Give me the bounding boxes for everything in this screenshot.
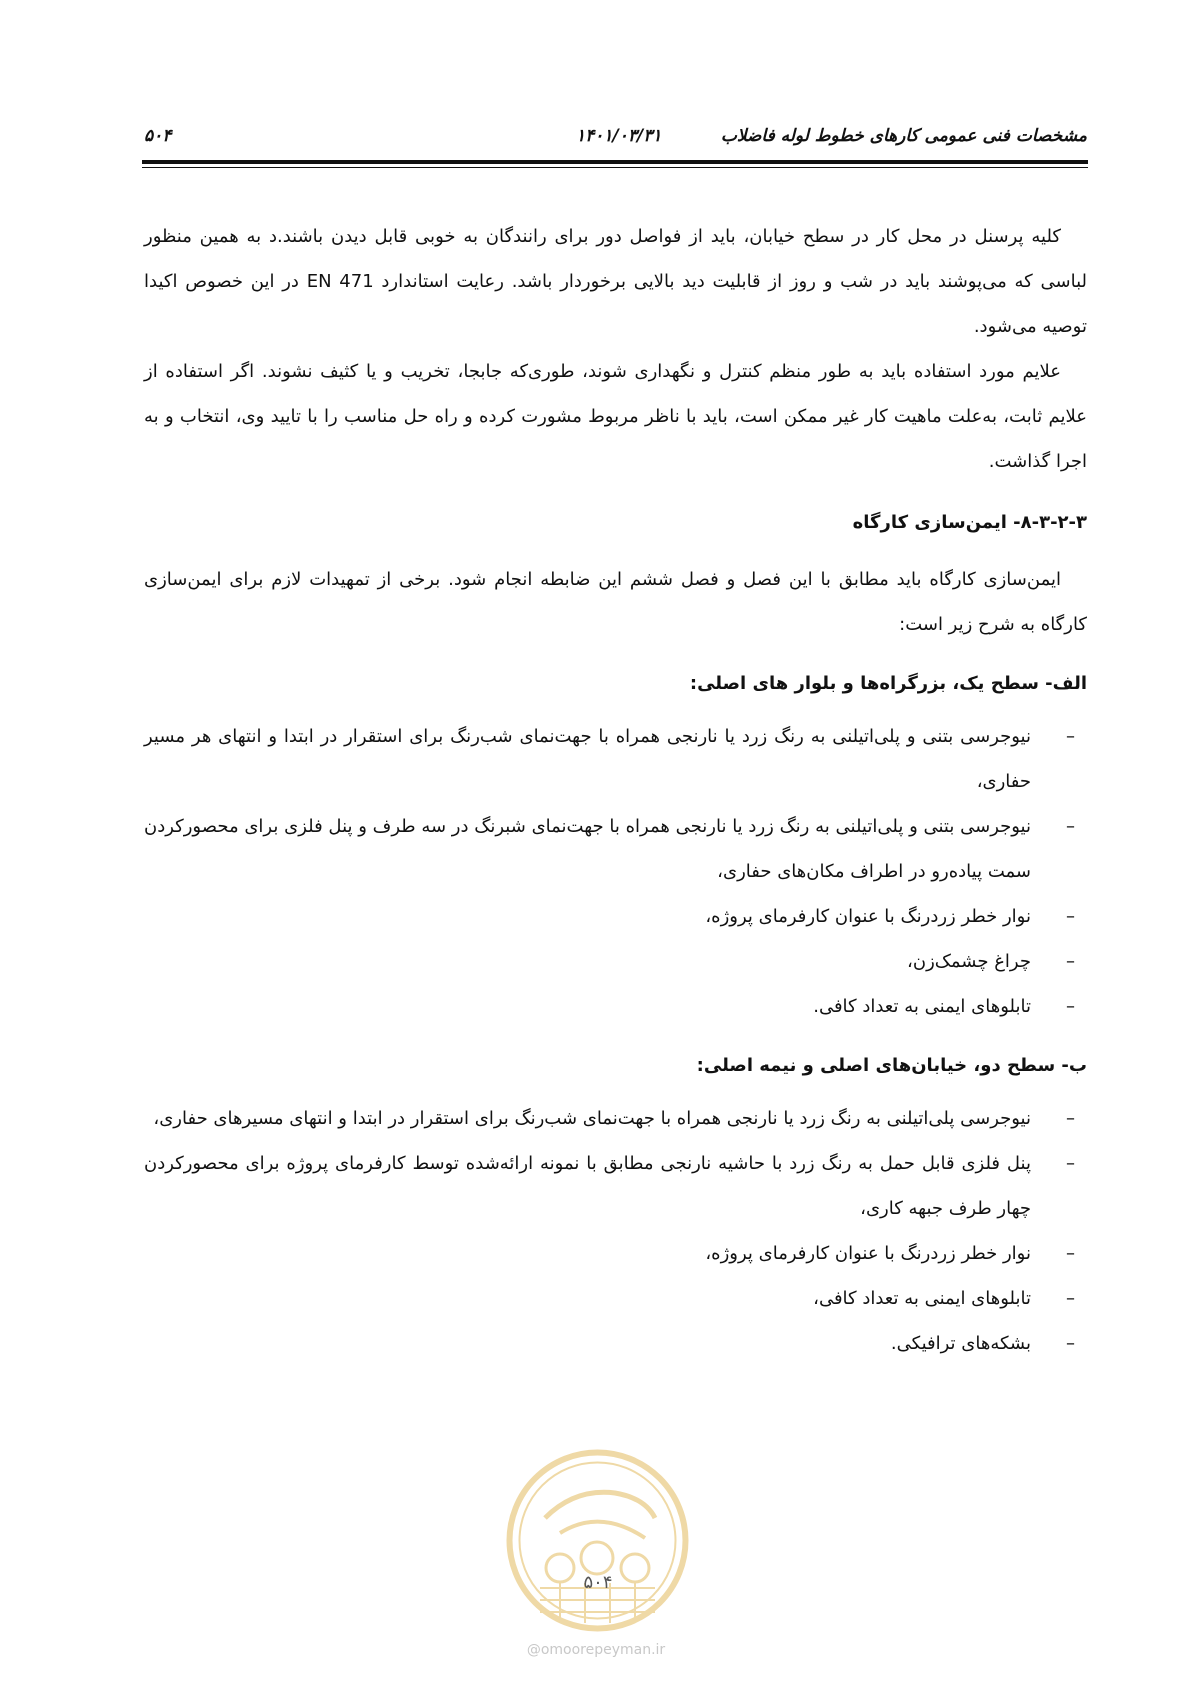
list-item-text: نوار خطر زردرنگ با عنوان کارفرمای پروژه، [705,1243,1031,1264]
list-item [144,939,1087,984]
dash-bullet: – [1066,726,1075,747]
paragraph-signs-maintenance: علایم مورد استفاده باید به طور منظم کنترل و نگهداری شوند، طوری‌که جابجا، تخریب و یا کثیف نشوند. اگر استفاده از علایم ثابت، به‌علت ماهیت کار غیر ممکن است، باید با ناظر مربوط مشورت کرده و راه حل مناسب را با تایید وی، انتخاب و به اجرا گذاشت. [144,361,1087,472]
list-item-text: پنل فلزی قابل حمل به رنگ زرد با حاشیه نارنجی مطابق با نمونه ارائه‌شده توسط کارفرمای پروژه برای محصورکردن چهار طرف جبهه کاری، [144,1153,1031,1219]
level-b-list [144,1096,1087,1366]
level-a-title: الف- سطح یک، بزرگراه‌ها و بلوار های اصلی: [689,673,1087,694]
section-heading: ۸-۳-۲-۳- ایمن‌سازی کارگاه [852,512,1087,533]
dash-bullet: – [1066,1108,1075,1129]
watermark-url: @omoorepeyman.ir [526,1642,666,1658]
list-item [144,1141,1087,1231]
dash-bullet: – [1066,1333,1075,1354]
header-page-number: ۵۰۴ [144,126,172,146]
page-header [144,126,1087,152]
dash-bullet: – [1066,996,1075,1017]
dash-bullet: – [1066,1153,1075,1174]
level-a-list [144,714,1087,1029]
dash-bullet: – [1066,951,1075,972]
header-title: مشخصات فنی عمومی کارهای خطوط لوله فاضلاب [720,126,1087,146]
header-rule-thick [142,160,1088,164]
list-item [144,1231,1087,1276]
footer-page-number: ۵۰۴ [583,1572,613,1593]
list-item-text: نیوجرسی بتنی و پلی‌اتیلنی به رنگ زرد یا نارنجی همراه با جهت‌نمای شب‌رنگ برای استقرار در ابتدا و انتهای هر مسیر حفاری، [144,726,1031,792]
publisher-seal-icon [505,1448,690,1633]
list-item [144,1321,1087,1366]
list-item [144,1276,1087,1321]
list-item-text: بشکه‌های ترافیکی. [890,1333,1031,1354]
paragraph-personnel-visibility: کلیه پرسنل در محل کار در سطح خیابان، باید از فواصل دور برای رانندگان به خوبی قابل دیدن باشند.د به همین منظور لباسی که می‌پوشند باید در شب و روز از قابلیت دید بالایی برخوردار باشد. رعایت استاندارد EN 471 در این خصوص اکیدا توصیه می‌شود. [144,226,1087,337]
list-item [144,804,1087,894]
list-item [144,714,1087,804]
section-intro: ایمن‌سازی کارگاه باید مطابق با این فصل و فصل ششم این ضابطه انجام شود. برخی از تمهیدات لازم برای ایمن‌سازی کارگاه به شرح زیر است: [144,569,1087,635]
dash-bullet: – [1066,1288,1075,1309]
header-date: ۱۴۰۱/۰۳/۳۱ [576,126,662,146]
list-item-text: چراغ چشمک‌زن، [907,951,1031,972]
list-item-text: تابلوهای ایمنی به تعداد کافی، [813,1288,1031,1309]
list-item [144,984,1087,1029]
level-b-title: ب- سطح دو، خیابان‌های اصلی و نیمه اصلی: [696,1055,1087,1076]
list-item-text: تابلوهای ایمنی به تعداد کافی. [813,996,1031,1017]
dash-bullet: – [1066,906,1075,927]
list-item [144,894,1087,939]
dash-bullet: – [1066,1243,1075,1264]
list-item [144,1096,1087,1141]
list-item-text: نیوجرسی پلی‌اتیلنی به رنگ زرد یا نارنجی همراه با جهت‌نمای شب‌رنگ برای استقرار در ابتدا و انتهای مسیرهای حفاری، [153,1108,1031,1129]
list-item-text: نوار خطر زردرنگ با عنوان کارفرمای پروژه، [705,906,1031,927]
header-rule-thin [142,167,1088,168]
dash-bullet: – [1066,816,1075,837]
document-body [144,214,1087,1366]
list-item-text: نیوجرسی بتنی و پلی‌اتیلنی به رنگ زرد یا نارنجی همراه با جهت‌نمای شبرنگ در سه طرف و پنل فلزی برای محصورکردن سمت پیاده‌رو در اطراف مکان‌های حفاری، [144,816,1031,882]
